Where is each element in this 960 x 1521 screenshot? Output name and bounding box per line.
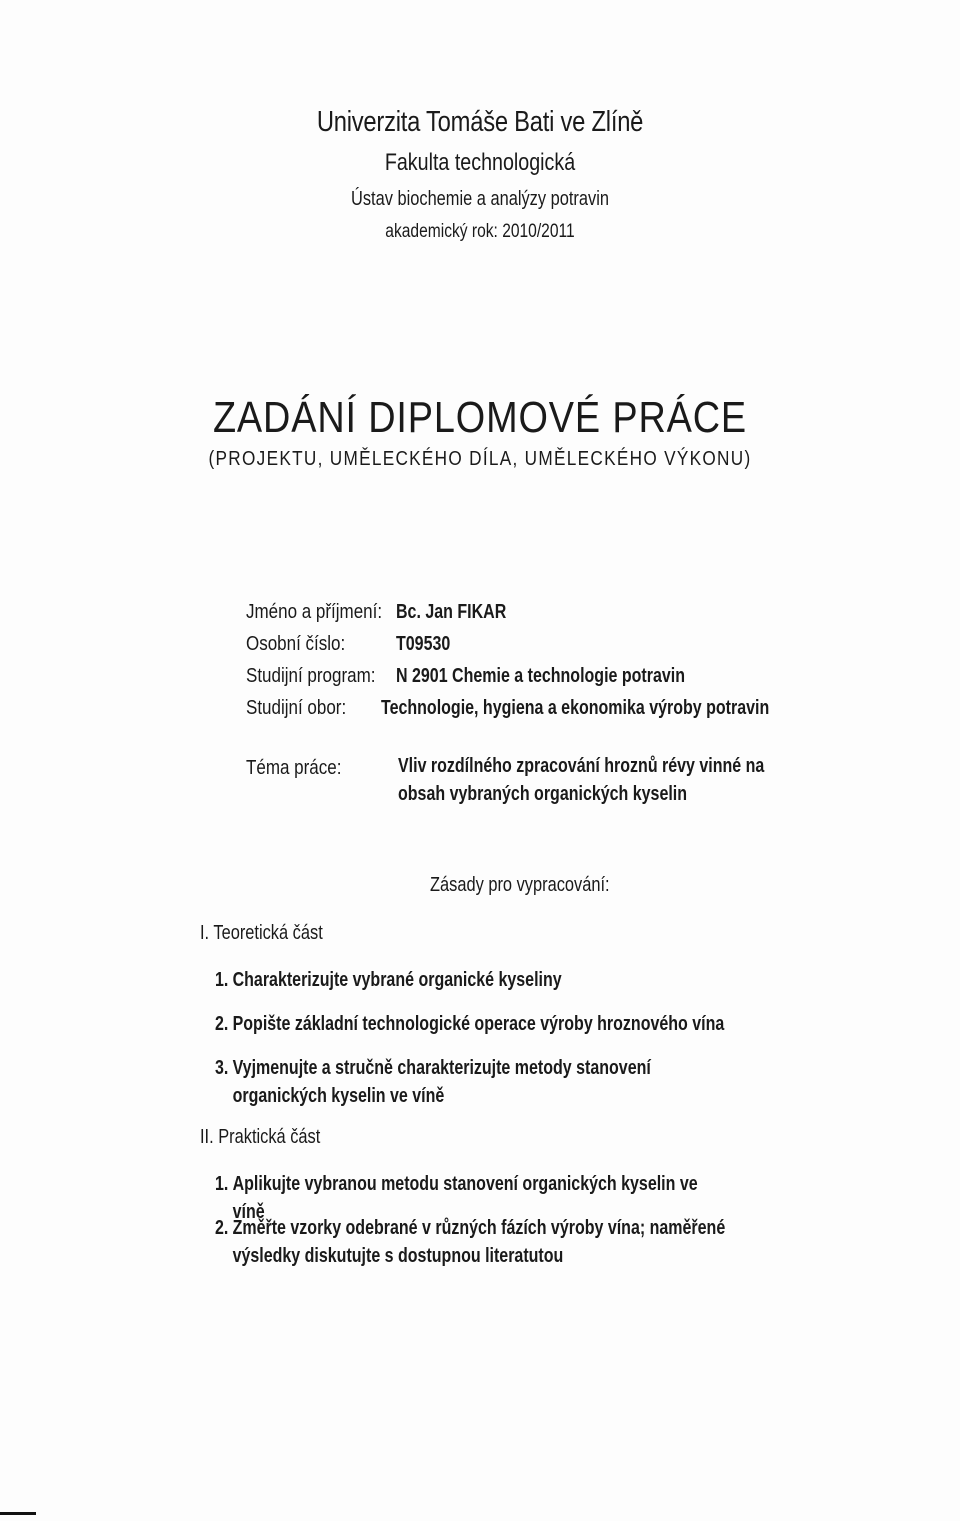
title-block <box>0 392 960 474</box>
info-row-personal-number <box>246 628 866 660</box>
university-name: Univerzita Tomáše Bati ve Zlíně <box>316 106 644 138</box>
theme-value: Vliv rozdílného zpracování hroznů révy vinné na obsah vybraných organických kyselin <box>397 755 764 805</box>
faculty-name: Fakulta technologická <box>384 149 576 176</box>
info-label: Osobní číslo: <box>246 633 346 655</box>
academic-year: akademický rok: 2010/2011 <box>385 221 575 242</box>
document-header <box>0 100 960 248</box>
info-row-name <box>246 596 866 628</box>
item-number: 1. <box>215 1173 229 1195</box>
list-item <box>215 1010 727 1038</box>
info-row-study-field <box>246 692 866 724</box>
institute-name: Ústav biochemie a analýzy potravin <box>351 188 609 210</box>
info-value: N 2901 Chemie a technologie potravin <box>396 665 685 687</box>
item-text: Aplikujte vybranou metodu stanovení organických kyselin ve víně <box>232 1173 698 1223</box>
info-row-study-program <box>246 660 866 692</box>
page-title: ZADÁNÍ DIPLOMOVÉ PRÁCE <box>212 393 748 442</box>
item-number: 2. <box>215 1217 229 1239</box>
page-subtitle: (PROJEKTU, UMĚLECKÉHO DÍLA, UMĚLECKÉHO VÝKONU) <box>208 448 752 470</box>
item-number: 2. <box>215 1013 229 1035</box>
info-label: Jméno a příjmení: <box>246 601 383 623</box>
item-number: 1. <box>215 969 229 991</box>
item-text: Popište základní technologické operace výroby hroznového vína <box>232 1013 725 1035</box>
section-heading-theoretical: I. Teoretická část <box>200 922 323 944</box>
info-label: Studijní program: <box>246 665 376 687</box>
info-value: T09530 <box>396 633 451 655</box>
item-text: Změřte vzorky odebrané v různých fázích výroby vína; naměřené výsledky diskutujte s dostupnou literatutou <box>232 1217 726 1267</box>
item-number: 3. <box>215 1057 229 1079</box>
principles-label: Zásady pro vypracování: <box>430 874 610 896</box>
thesis-theme <box>246 752 866 808</box>
info-value: Technologie, hygiena a ekonomika výroby potravin <box>380 697 769 719</box>
list-item <box>215 1214 727 1270</box>
student-info <box>246 596 866 724</box>
item-text: Charakterizujte vybrané organické kyseliny <box>232 969 562 991</box>
section-heading-practical: II. Praktická část <box>200 1126 321 1148</box>
info-value: Bc. Jan FIKAR <box>396 601 507 623</box>
list-item <box>215 1054 727 1110</box>
theme-label: Téma práce: <box>246 757 342 779</box>
info-label: Studijní obor: <box>246 697 347 719</box>
list-item <box>215 966 727 994</box>
item-text: Vyjmenujte a stručně charakterizujte metody stanovení organických kyselin ve víně <box>232 1057 651 1107</box>
page-edge-mark <box>0 1512 36 1515</box>
